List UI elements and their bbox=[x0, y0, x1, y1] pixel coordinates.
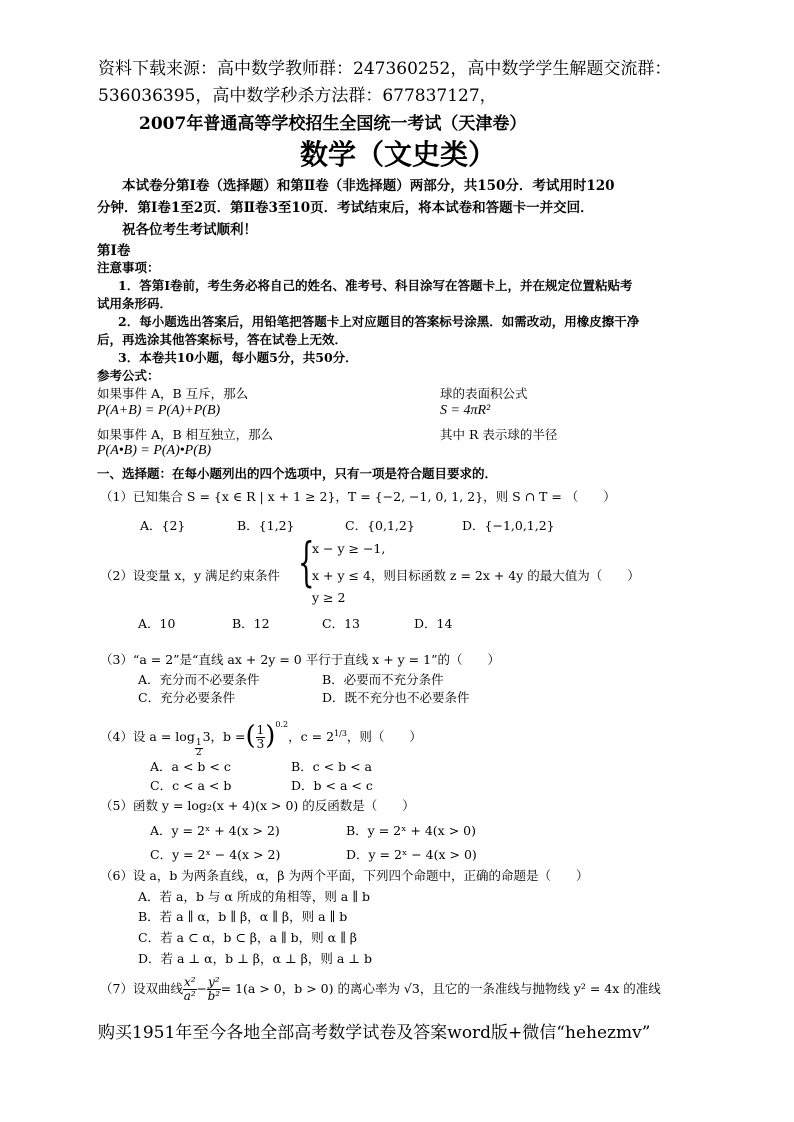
constraint-brace: { bbox=[298, 533, 315, 593]
question-4-option-a: A．a < b < c bbox=[150, 759, 231, 774]
question-2-constraint-1: x − y ≥ −1, bbox=[312, 541, 386, 556]
note-2b: 后，再选涂其他答案标号，答在试卷上无效． bbox=[97, 332, 348, 347]
question-2-stem: （2）设变量 x，y 满足约束条件 bbox=[100, 568, 281, 583]
question-4-prefix: （4）设 a = log bbox=[100, 729, 195, 744]
note-1a: 1．答第Ⅰ卷前，考生务必将自己的姓名、准考号、科目涂写在答题卡上，并在规定位置粘贴考 bbox=[118, 278, 633, 293]
question-6-option-b: B．若 a ∥ α，b ∥ β，α ∥ β，则 a ∥ b bbox=[138, 909, 348, 924]
question-7-stem bbox=[100, 975, 661, 1003]
question-3-stem: （3）“a = 2”是“直线 ax + 2y = 0 平行于直线 x + y = 1”的（ ） bbox=[100, 652, 500, 667]
question-1-option-d: D．{−1,0,1,2} bbox=[462, 518, 555, 533]
intro-line-1: 本试卷分第Ⅰ卷（选择题）和第Ⅱ卷（非选择题）两部分，共150分．考试用时120 bbox=[122, 178, 615, 194]
question-6-option-c: C．若 a ⊂ α，b ⊂ β，a ∥ b，则 α ∥ β bbox=[138, 930, 358, 945]
formula-2: P(A•B) = P(A)•P(B) bbox=[97, 443, 212, 458]
header-line-1: 资料下载来源：高中数学教师群：247360252，高中数学学生解题交流群： bbox=[98, 59, 672, 79]
question-1-option-b: B．{1,2} bbox=[237, 518, 295, 533]
note-1b: 试用条形码． bbox=[97, 296, 173, 311]
question-6-option-a: A．若 a，b 与 α 所成的角相等，则 a ∥ b bbox=[138, 889, 370, 904]
question-7-suffix: = 1(a > 0，b > 0) 的离心率为 √3，且它的一条准线与抛物线 y² = 4x 的准线 bbox=[220, 981, 661, 996]
question-5-option-b: B．y = 2ˣ + 4(x > 0) bbox=[346, 823, 476, 838]
question-6-option-d: D．若 a ⊥ α，b ⊥ β，α ⊥ β，则 a ⊥ b bbox=[138, 951, 373, 966]
question-1-option-c: C．{0,1,2} bbox=[345, 518, 415, 533]
question-4-option-c: C．c < a < b bbox=[150, 778, 232, 793]
question-1-option-a: A．{2} bbox=[140, 518, 186, 533]
notes-heading: 注意事项： bbox=[97, 260, 160, 275]
formula-label-2: 如果事件 A，B 相互独立，那么 bbox=[97, 427, 274, 442]
minus-sign: − bbox=[196, 981, 208, 996]
header-line-2: 536036395，高中数学秒杀方法群：677837127， bbox=[98, 86, 497, 106]
question-5-option-c: C．y = 2ˣ − 4(x > 2) bbox=[150, 847, 281, 862]
question-2-constraint-2: x + y ≤ 4，则目标函数 z = 2x + 4y 的最大值为（ ） bbox=[312, 568, 640, 583]
question-2-option-c: C．13 bbox=[322, 616, 360, 631]
question-5-option-a: A．y = 2ˣ + 4(x > 2) bbox=[150, 823, 280, 838]
question-3-option-b: B．必要而不充分条件 bbox=[322, 672, 444, 687]
question-4-mid-2: ，c = 2 bbox=[288, 729, 335, 744]
question-3-option-c: C．充分必要条件 bbox=[138, 690, 236, 705]
question-4-option-d: D．b < a < c bbox=[291, 778, 373, 793]
question-2-option-a: A．10 bbox=[138, 616, 176, 631]
x-squared-over-a-squared: $\frac{\text{x²}}{\text{a²}}$ bbox=[183, 975, 196, 1003]
part-one-heading: 第Ⅰ卷 bbox=[97, 243, 131, 259]
question-4-mid-1: 3，b = bbox=[202, 729, 246, 744]
question-5-option-d: D．y = 2ˣ − 4(x > 0) bbox=[346, 847, 477, 862]
exponent-b: 0.2 bbox=[275, 720, 289, 729]
formulas-heading: 参考公式： bbox=[97, 368, 160, 383]
question-4-stem bbox=[100, 712, 422, 758]
question-7-prefix: （7）设双曲线 bbox=[100, 981, 183, 996]
question-3-option-a: A．充分而不必要条件 bbox=[138, 672, 260, 687]
question-6-stem: （6）设 a，b 为两条直线，α，β 为两个平面，下列四个命题中，正确的命题是（ ） bbox=[100, 868, 589, 883]
one-third-fraction: $\frac{1}{3}$ bbox=[256, 723, 265, 751]
question-4-option-b: B．c < b < a bbox=[291, 759, 372, 774]
exam-title: 2007年普通高等学校招生全国统一考试（天津卷） bbox=[139, 114, 527, 134]
section-one-heading: 一、选择题：在每小题列出的四个选项中，只有一项是符合题目要求的． bbox=[97, 466, 498, 481]
note-2a: 2．每小题选出答案后，用铅笔把答题卡上对应题目的答案标号涂黑．如需改动，用橡皮擦干净 bbox=[118, 314, 640, 329]
left-paren: ( bbox=[245, 721, 256, 751]
exam-subtitle: 数学（文史类） bbox=[300, 138, 497, 171]
question-2-option-d: D．14 bbox=[414, 616, 453, 631]
formula-1: P(A+B) = P(A)+P(B) bbox=[97, 403, 221, 418]
exponent-c: 1/3 bbox=[334, 728, 347, 738]
question-2-option-b: B．12 bbox=[232, 616, 270, 631]
formula-right: S = 4πR² bbox=[440, 403, 491, 418]
right-paren: ) bbox=[265, 721, 276, 751]
footer-note: 购买1951年至今各地全部高考数学试卷及答案word版+微信“hehezmv” bbox=[98, 1023, 651, 1043]
note-3: 3．本卷共10小题，每小题5分，共50分． bbox=[118, 350, 358, 365]
question-1-stem: （1）已知集合 S = {x ∈ R | x + 1 ≥ 2}，T = {−2, −1, 0, 1, 2}，则 S ∩ T = （ ） bbox=[100, 489, 616, 504]
formula-label-right-2: 其中 R 表示球的半径 bbox=[440, 427, 558, 442]
y-squared-over-b-squared: $\frac{\text{y²}}{\text{b²}}$ bbox=[207, 975, 221, 1003]
intro-line-2: 分钟．第Ⅰ卷1至2页．第Ⅱ卷3至10页．考试结束后，将本试卷和答题卡一并交回． bbox=[97, 200, 594, 216]
question-3-option-d: D．既不充分也不必要条件 bbox=[322, 690, 470, 705]
question-2-constraint-3: y ≥ 2 bbox=[312, 590, 346, 605]
intro-line-3: 祝各位考生考试顺利！ bbox=[122, 222, 257, 238]
question-4-suffix: ，则（ ） bbox=[346, 729, 422, 744]
log-base-fraction: $\frac{1}{2}$ bbox=[195, 738, 202, 758]
formula-label-1: 如果事件 A，B 互斥，那么 bbox=[97, 386, 249, 401]
formula-label-right-1: 球的表面积公式 bbox=[440, 386, 528, 401]
question-5-stem: （5）函数 y = log₂(x + 4)(x > 0) 的反函数是（ ） bbox=[100, 798, 415, 813]
